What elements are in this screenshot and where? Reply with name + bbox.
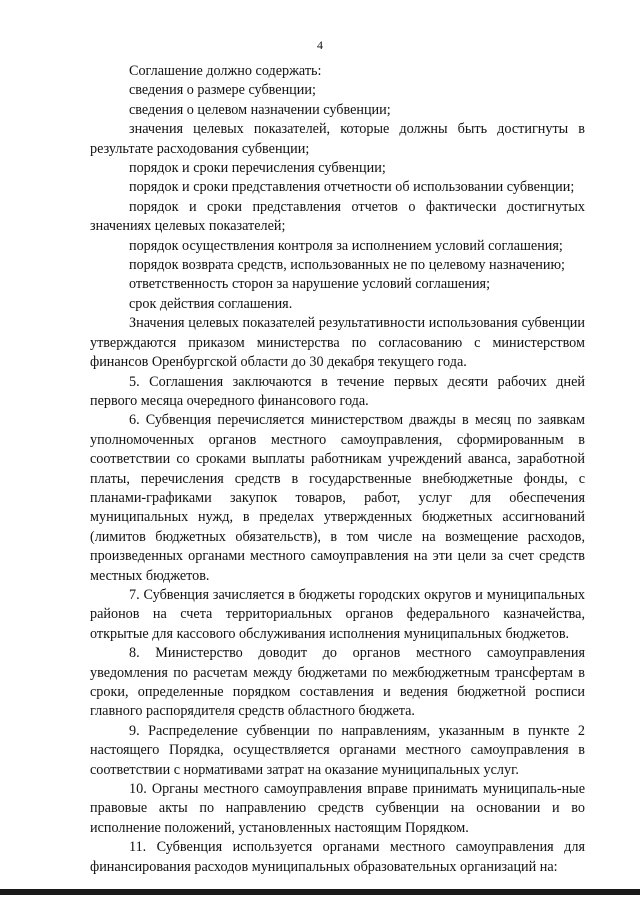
paragraph: порядок и сроки перечисления субвенции; [129,160,386,177]
paragraph: сведения о размере субвенции; [129,82,316,99]
paragraph: порядок и сроки представления отчетов о фактически достигнутых значениях целевых показателей; [90,198,585,235]
paragraph: ответственность сторон за нарушение условий соглашения; [129,276,491,293]
paragraph: порядок возврата средств, использованных не по целевому назначению; [129,257,565,274]
paragraph: 9. Распределение субвенции по направлениям, указанным в пункте 2 настоящего Порядка, осуществляется органами местного самоуправления в соответствии с нормативами затрат на оказание муниципальных услуг. [90,722,585,778]
paragraph: значения целевых показателей, которые должны быть достигнуты в результате расходования субвенции; [90,121,585,157]
paragraph: сведения о целевом назначении субвенции; [129,101,391,118]
paragraph: срок действия соглашения. [129,295,293,312]
paragraph: Соглашение должно содержать: [129,63,322,79]
paragraph: 8. Министерство доводит до органов местного самоуправления уведомления по расчетам между бюджетами по межбюджетным трансфертам в сроки, определенные порядком составления и ведения бюджетной росписи главного распорядителя средств областного бюджета. [90,645,585,720]
paragraph: порядок осуществления контроля за исполнением условий соглашения; [129,237,563,254]
document-body [90,62,585,877]
paragraph: 5. Соглашения заключаются в течение первых десяти рабочих дней первого месяца очередного финансового года. [90,373,585,409]
paragraph: Значения целевых показателей результативности использования субвенции утверждаются приказом министерства по согласованию с министерством финансов Оренбургской области до 30 декабря текущего года. [90,315,585,371]
paragraph: 7. Субвенция зачисляется в бюджеты городских округов и муниципальных районов на счета территориальных органов федерального казначейства, открытые для кассового обслуживания исполнения муниципальных бюджетов. [90,586,585,642]
paragraph: 11. Субвенция используется органами местного самоуправления для финансирования расходов муниципальных образовательных организаций на: [90,839,585,875]
paragraph: 10. Органы местного самоуправления вправе принимать муниципаль-ные правовые акты по направлению средств субвенции на основании и во исполнение положений, установленных настоящим Порядком. [90,781,585,836]
paragraph: 6. Субвенция перечисляется министерством дважды в месяц по заявкам уполномоченных органов местного самоуправления, сформированным в соответствии со сроками выплаты работникам учреждений аванса, заработной платы, перечисления средств в государственные внебюджетные фонды, с планами-графиками закупок товаров, работ, услуг для обеспечения муниципальных нужд, в пределах утвержденных бюджетных ассигнований (лимитов бюджетных обязательств), в том числе на возмещение расходов, произведенных органами местного самоуправления на эти цели за счет средств местных бюджетов. [90,412,585,584]
scan-edge-bar [0,889,640,895]
page-number: 4 [317,38,323,52]
paragraph: порядок и сроки представления отчетности об использовании субвенции; [129,179,575,196]
